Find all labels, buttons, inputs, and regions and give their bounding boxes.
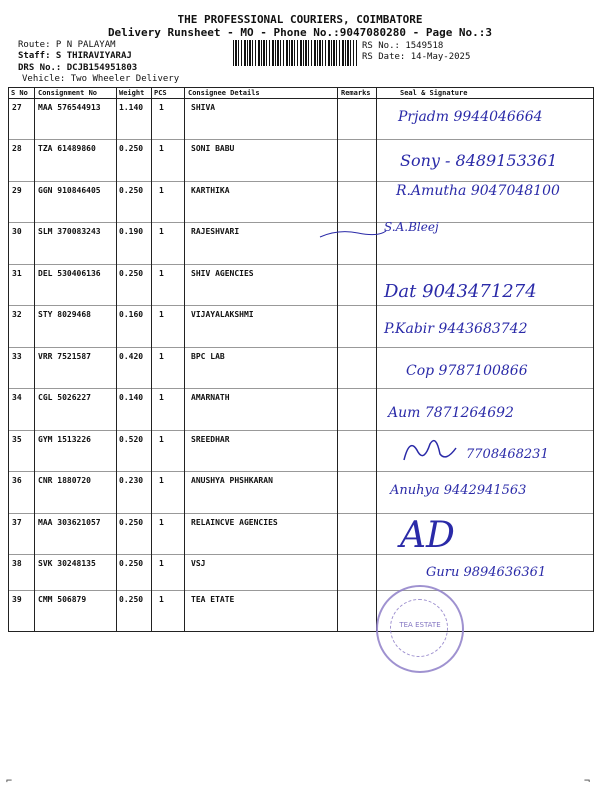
row-consignee: SHIVA	[191, 103, 216, 112]
row-consignment: DEL 530406136	[38, 269, 101, 278]
runsheet-table	[8, 87, 594, 632]
barcode	[233, 40, 357, 66]
row-pcs: 1	[159, 227, 164, 236]
row-sno: 32	[12, 310, 22, 319]
row-weight: 0.520	[119, 435, 144, 444]
row-pcs: 1	[159, 595, 164, 604]
row-consignment: MAA 576544913	[38, 103, 101, 112]
handwritten-signature: Dat 9043471274	[384, 281, 537, 302]
row-consignee: ANUSHYA PHSHKARAN	[191, 476, 273, 485]
row-pcs: 1	[159, 393, 164, 402]
row-pcs: 1	[159, 352, 164, 361]
row-consignment: VRR 7521587	[38, 352, 91, 361]
col-remarks: Remarks	[341, 89, 371, 97]
company-seal-stamp	[376, 585, 464, 673]
row-weight: 0.420	[119, 352, 144, 361]
staff-label: Staff: S THIRAVIYARAJ	[18, 51, 132, 61]
col-seal-signature: Seal & Signature	[400, 89, 468, 97]
row-consignee: BPC LAB	[191, 352, 225, 361]
row-sno: 38	[12, 559, 22, 568]
row-pcs: 1	[159, 269, 164, 278]
row-weight: 0.250	[119, 144, 144, 153]
col-consignment: Consignment No	[38, 89, 98, 97]
row-pcs: 1	[159, 476, 164, 485]
rs-number: RS No.: 1549518	[362, 41, 444, 51]
handwritten-signature: Sony - 8489153361	[400, 151, 558, 170]
col-consignee: Consignee Details	[188, 89, 260, 97]
row-pcs: 1	[159, 310, 164, 319]
company-title: THE PROFESSIONAL COURIERS, COIMBATORE	[177, 13, 423, 26]
handwritten-signature: Guru 9894636361	[426, 565, 547, 580]
row-consignment: SLM 370083243	[38, 227, 101, 236]
row-sno: 39	[12, 595, 22, 604]
row-consignee: SONI BABU	[191, 144, 235, 153]
row-sno: 30	[12, 227, 22, 236]
row-sno: 31	[12, 269, 22, 278]
row-consignee: KARTHIKA	[191, 186, 230, 195]
col-weight: Weight	[119, 89, 145, 97]
route-label: Route: P N PALAYAM	[18, 40, 116, 50]
stamp-text: TEA ESTATE	[399, 621, 441, 629]
scribble-signature-icon	[400, 432, 460, 466]
runsheet-subtitle: Delivery Runsheet - MO - Phone No.:9047080280 - Page No.:3	[107, 26, 493, 39]
handwritten-signature: Anuhya 9442941563	[390, 483, 527, 498]
row-weight: 0.250	[119, 269, 144, 278]
row-pcs: 1	[159, 186, 164, 195]
row-weight: 0.250	[119, 559, 144, 568]
row-pcs: 1	[159, 435, 164, 444]
row-weight: 0.230	[119, 476, 144, 485]
row-pcs: 1	[159, 103, 164, 112]
row-sno: 28	[12, 144, 22, 153]
handwritten-signature: S.A.Bleej	[384, 220, 439, 234]
handwritten-signature: Prjadm 9944046664	[398, 109, 543, 125]
row-consignment: GGN 910846405	[38, 186, 101, 195]
row-weight: 0.160	[119, 310, 144, 319]
corner-mark-icon: ¬	[584, 776, 591, 787]
row-consignment: STY 8029468	[38, 310, 91, 319]
row-pcs: 1	[159, 559, 164, 568]
row-weight: 0.140	[119, 393, 144, 402]
row-consignment: MAA 303621057	[38, 518, 101, 527]
row-consignee: TEA ETATE	[191, 595, 235, 604]
row-sno: 36	[12, 476, 22, 485]
row-consignment: CGL 5026227	[38, 393, 91, 402]
row-weight: 0.250	[119, 518, 144, 527]
row-consignment: SVK 30248135	[38, 559, 96, 568]
handwritten-signature: R.Amutha 9047048100	[396, 183, 560, 199]
col-sno: S No	[11, 89, 28, 97]
row-sno: 37	[12, 518, 22, 527]
handwritten-signature: AD	[400, 515, 455, 556]
row-weight: 0.190	[119, 227, 144, 236]
row-consignment: TZA 61489860	[38, 144, 96, 153]
row-consignee: SREEDHAR	[191, 435, 230, 444]
handwritten-signature: Cop 9787100866	[406, 363, 528, 379]
row-sno: 33	[12, 352, 22, 361]
row-consignee: RELAINCVE AGENCIES	[191, 518, 278, 527]
row-sno: 34	[12, 393, 22, 402]
row-consignee: VIJAYALAKSHMI	[191, 310, 254, 319]
row-consignee: RAJESHVARI	[191, 227, 240, 236]
row-weight: 0.250	[119, 595, 144, 604]
rs-date: RS Date: 14-May-2025	[362, 52, 471, 62]
pen-stroke-icon	[318, 227, 388, 241]
row-consignment: CMM 506879	[38, 595, 87, 604]
vehicle-label: Vehicle: Two Wheeler Delivery	[22, 74, 180, 84]
row-sno: 35	[12, 435, 22, 444]
handwritten-signature: 7708468231	[466, 447, 549, 462]
row-consignee: AMARNATH	[191, 393, 230, 402]
row-sno: 29	[12, 186, 22, 195]
row-sno: 27	[12, 103, 22, 112]
row-consignee: VSJ	[191, 559, 206, 568]
row-pcs: 1	[159, 518, 164, 527]
row-pcs: 1	[159, 144, 164, 153]
row-weight: 0.250	[119, 186, 144, 195]
handwritten-signature: P.Kabir 9443683742	[384, 321, 528, 337]
handwritten-signature: Aum 7871264692	[388, 405, 514, 421]
drs-number: DRS No.: DCJB154951803	[18, 63, 138, 73]
row-consignee: SHIV AGENCIES	[191, 269, 254, 278]
row-weight: 1.140	[119, 103, 144, 112]
row-consignment: CNR 1880720	[38, 476, 91, 485]
corner-mark-icon: ⌐	[6, 776, 13, 787]
col-pcs: PCS	[154, 89, 167, 97]
row-consignment: GYM 1513226	[38, 435, 91, 444]
